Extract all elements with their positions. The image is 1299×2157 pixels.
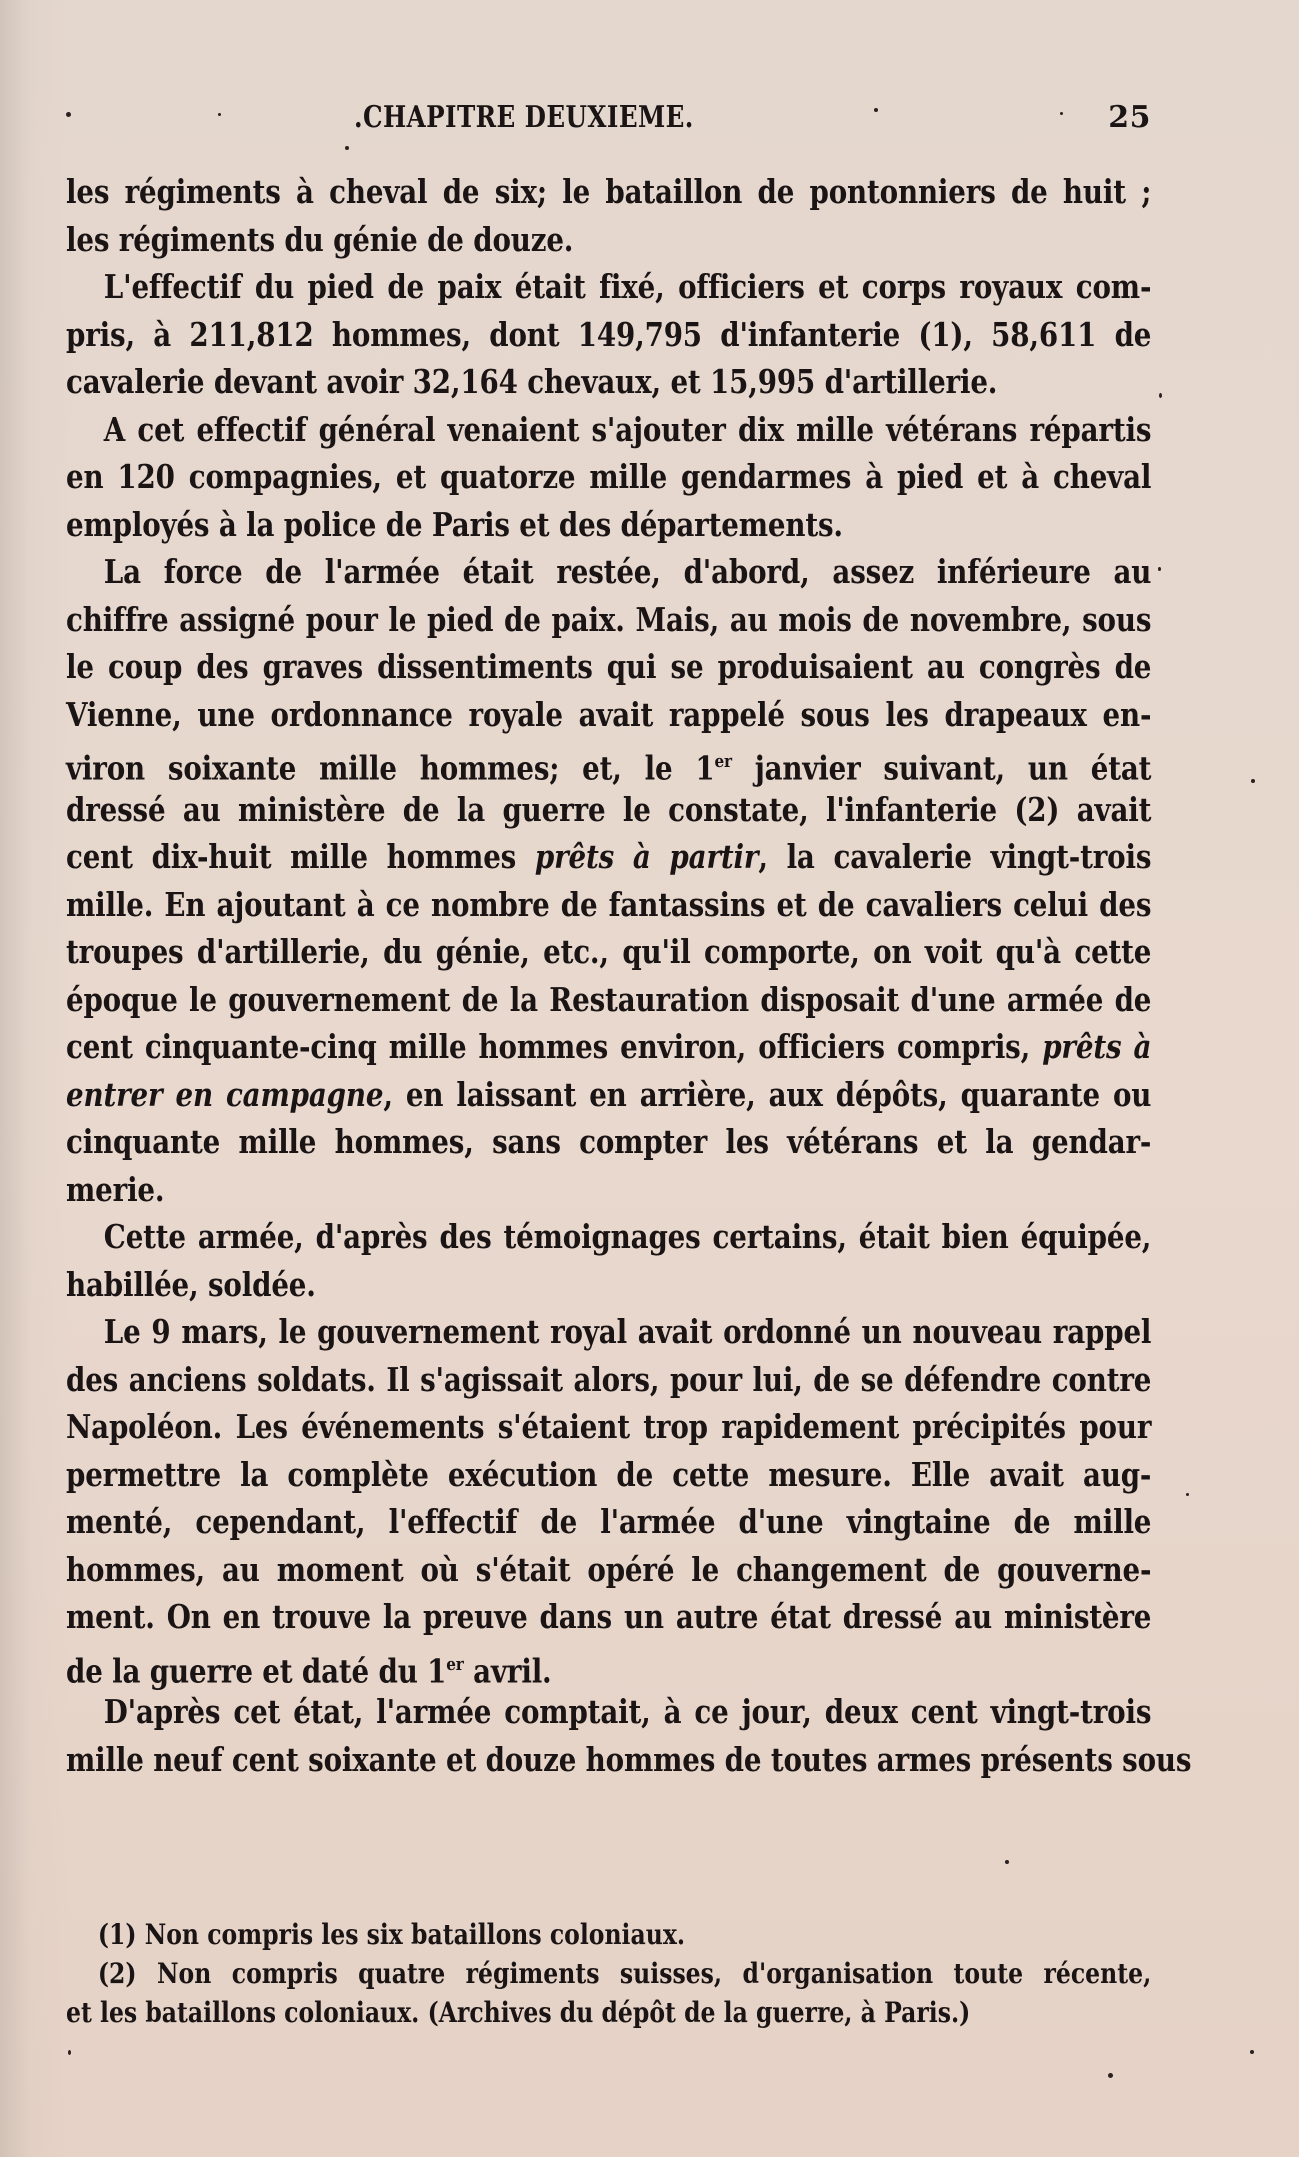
footnote-line: (2) Non compris quatre régiments suisses, d'organisation toute récente,	[97, 1957, 1152, 1990]
text-line: L'effectif du pied de paix était fixé, officiers et corps royaux com-	[103, 267, 1152, 306]
text-line: Cette armée, d'après des témoignages certains, était bien équipée,	[103, 1217, 1152, 1256]
text-line: cinquante mille hommes, sans compter les vétérans et la gendar-	[66, 1122, 1152, 1161]
text-line: époque le gouvernement de la Restauration disposait d'une armée de	[66, 979, 1152, 1019]
text-line: entrer en campagne, en laissant en arrière, aux dépôts, quarante ou	[66, 1074, 1152, 1114]
text-line: mille neuf cent soixante et douze hommes de toutes armes présents sous	[66, 1739, 1192, 1779]
ink-speck	[1186, 1493, 1189, 1496]
ink-speck	[1005, 1860, 1009, 1864]
text-line: Napoléon. Les événements s'étaient trop rapidement précipités pour	[66, 1407, 1152, 1446]
text-line: permettre la complète exécution de cette mesure. Elle avait aug-	[66, 1454, 1152, 1494]
text-line: chiffre assigné pour le pied de paix. Mais, au mois de novembre, sous	[66, 599, 1152, 639]
text-line: les régiments du génie de douze.	[66, 219, 574, 259]
text-line: merie.	[66, 1169, 165, 1209]
text-line: le coup des graves dissentiments qui se produisaient au congrès de	[66, 647, 1152, 686]
ink-speck	[218, 113, 221, 116]
footnotes	[66, 1915, 1151, 2032]
text-line: Vienne, une ordonnance royale avait rappelé sous les drapeaux en-	[66, 694, 1152, 734]
text-line: ment. On en trouve la preuve dans un autre état dressé au ministère	[66, 1597, 1152, 1636]
ink-speck	[1060, 112, 1063, 115]
footnote-line: et les bataillons coloniaux. (Archives du dépôt de la guerre, à Paris.)	[66, 1996, 971, 2029]
text-line: dressé au ministère de la guerre le constate, l'infanterie (2) avait	[66, 789, 1152, 829]
ink-speck	[68, 2050, 71, 2055]
text-line: de la guerre et daté du 1er avril.	[66, 1651, 552, 1691]
page-number: 25	[1108, 100, 1151, 135]
ink-speck	[1108, 2073, 1113, 2078]
text-line: mille. En ajoutant à ce nombre de fantassins et de cavaliers celui des	[66, 884, 1152, 924]
ink-speck	[1251, 779, 1255, 783]
ink-speck	[1250, 2050, 1254, 2054]
text-line: des anciens soldats. Il s'agissait alors, pour lui, de se défendre contre	[66, 1359, 1152, 1399]
ink-speck	[1158, 567, 1161, 571]
text-line: menté, cependant, l'effectif de l'armée d'une vingtaine de mille	[66, 1502, 1152, 1541]
running-head	[66, 100, 1151, 150]
text-line: troupes d'artillerie, du génie, etc., qu'il comporte, on voit qu'à cette	[66, 932, 1152, 971]
ink-speck	[874, 108, 878, 112]
ink-speck	[66, 112, 71, 117]
text-line: A cet effectif général venaient s'ajouter dix mille vétérans répartis	[103, 409, 1152, 449]
text-line: La force de l'armée était restée, d'abord, assez inférieure au	[103, 552, 1152, 591]
text-line: habillée, soldée.	[66, 1264, 316, 1304]
ink-speck	[1159, 393, 1162, 398]
text-line: Le 9 mars, le gouvernement royal avait ordonné un nouveau rappel	[103, 1312, 1152, 1351]
text-line: les régiments à cheval de six; le bataillon de pontonniers de huit ;	[66, 172, 1152, 211]
footnote-line: (1) Non compris les six bataillons coloniaux.	[97, 1918, 686, 1951]
text-line: employés à la police de Paris et des départements.	[66, 504, 843, 544]
text-line: D'après cet état, l'armée comptait, à ce jour, deux cent vingt-trois	[103, 1692, 1152, 1731]
body-text	[66, 168, 1192, 1783]
text-line: cent dix-huit mille hommes prêts à partir, la cavalerie vingt-trois	[66, 837, 1152, 876]
text-line: hommes, au moment où s'était opéré le changement de gouverne-	[66, 1549, 1152, 1589]
ink-speck	[345, 146, 349, 150]
text-line: en 120 compagnies, et quatorze mille gendarmes à pied et à cheval	[66, 457, 1152, 496]
chapter-title: .CHAPITRE DEUXIEME.	[354, 100, 694, 135]
text-line: cent cinquante-cinq mille hommes environ, officiers compris, prêts à	[66, 1027, 1152, 1066]
text-line: viron soixante mille hommes; et, le 1er janvier suivant, un état	[66, 748, 1152, 788]
text-line: pris, à 211,812 hommes, dont 149,795 d'infanterie (1), 58,611 de	[66, 314, 1152, 354]
text-line: cavalerie devant avoir 32,164 chevaux, et 15,995 d'artillerie.	[66, 362, 998, 401]
